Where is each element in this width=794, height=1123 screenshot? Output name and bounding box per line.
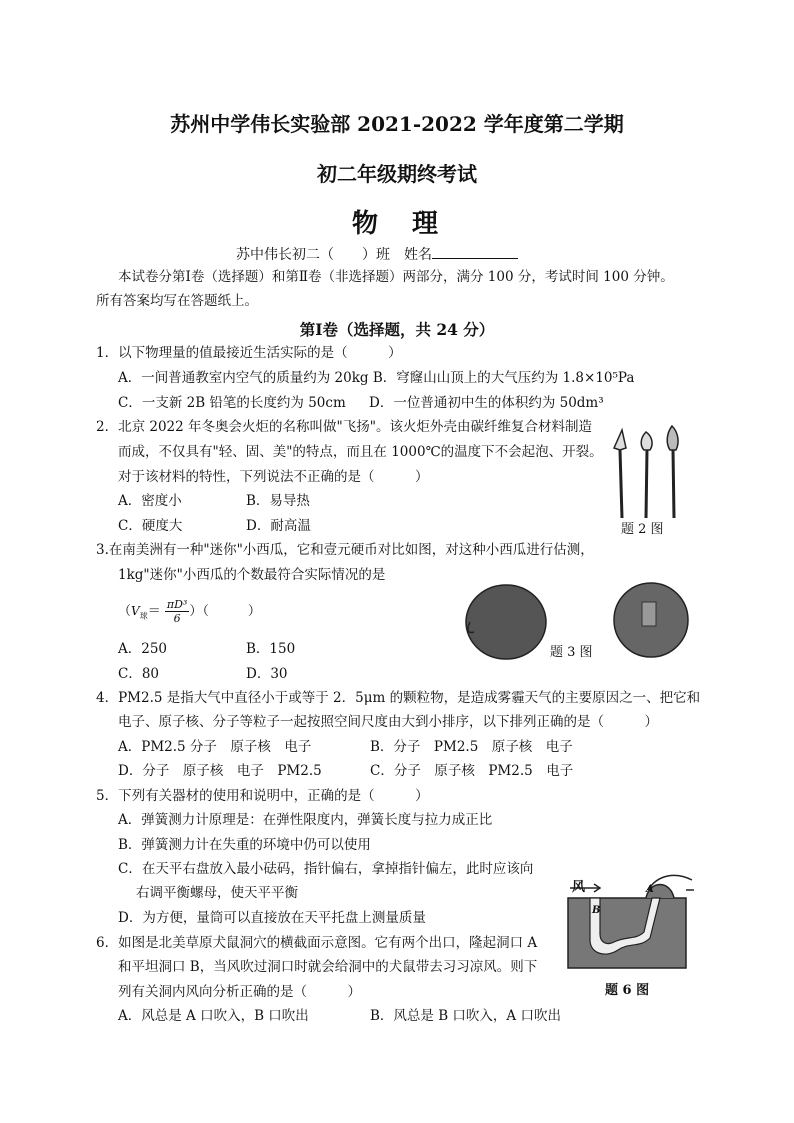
label-a: A [646,884,654,895]
q3-option-b: B．150 [246,641,296,657]
notice-line-1: 本试卷分第Ⅰ卷（选择题）和第Ⅱ卷（非选择题）两部分，满分 100 分，考试时间 100 分钟。 [118,269,674,285]
q5-stem: 5．下列有关器材的使用和说明中，正确的是（ ） [96,788,429,804]
q6-figure-caption: 题 6 图 [605,983,650,998]
exam-subject: 物 理 [351,209,442,239]
q3-figure-caption: 题 3 图 [550,645,593,660]
q1-option-c: C．一支新 2B 铅笔的长度约为 50cm [118,395,346,411]
q3-option-a: A．250 [118,641,168,657]
q6-line-1: 6．如图是北美草原犬鼠洞穴的横截面示意图。它有两个出口，隆起洞口 A [96,935,538,951]
burrow-figure [566,870,696,972]
notice-line-2: 所有答案均写在答题纸上。 [96,293,258,309]
q5-option-c-cont: 右调平衡螺母，使天平平衡 [136,885,298,901]
q6-line-2: 和平坦洞口 B，当风吹过洞口时就会给洞中的犬鼠带去习习凉风。则下 [118,959,538,975]
name-blank [432,244,518,259]
q3-option-c: C．80 [118,666,160,682]
q5-option-c: C．在天平右盘放入最小砝码，指针偏右，拿掉指针偏左，此时应该向 [118,861,534,877]
q2-option-b: B．易导热 [246,493,310,509]
wind-label: 风 [572,880,586,895]
q4-line-2: 电子、原子核、分子等粒子一起按照空间尺度由大到小排序，以下排列正确的是（ ） [118,714,658,730]
q4-option-c: C．分子 原子核 PM2.5 电子 [370,763,574,779]
q2-line-3: 对于该材料的特性，下列说法不正确的是（ ） [118,469,429,485]
q1-options-ab: A．一间普通教室内空气的质量约为 20kg B．穹窿山山顶上的大气压约为 1.8×10⁵Pa [118,370,635,386]
exam-title-grade: 初二年级期终考试 [317,162,477,186]
q1-stem: 1．以下物理量的值最接近生活实际的是（ ） [96,345,402,361]
q2-option-d: D．耐高温 [246,518,311,534]
q4-option-b: B．分子 PM2.5 原子核 电子 [370,739,573,755]
q2-line-1: 2．北京 2022 年冬奥会火炬的名称叫做"飞扬"。该火炬外壳由碳纤维复合材料制造 [96,419,592,435]
section-title: 第Ⅰ卷（选择题，共 24 分） [299,320,495,339]
q2-figure-caption: 题 2 图 [621,522,664,537]
q1-option-d: D．一位普通初中生的体积约为 50dm³ [369,395,604,411]
torch-figure [608,420,688,520]
q5-option-b: B．弹簧测力计在失重的环境中仍可以使用 [118,837,371,853]
q5-option-d: D．为方便，量筒可以直接放在天平托盘上测量质量 [118,910,426,926]
q4-line-1: 4．PM2.5 是指大气中直径小于或等于 2．5μm 的颗粒物，是造成雾霾天气的主要原因之一、把它和 [96,690,701,706]
q3-line-2: 1kg"迷你"小西瓜的个数最符合实际情况的是 [118,567,386,583]
q4-option-d: D．分子 原子核 电子 PM2.5 [118,763,322,779]
q6-line-3: 列有关洞内风向分析正确的是（ ） [118,984,361,1000]
exam-title-school: 苏州中学伟长实验部 2021-2022 学年度第二学期 [170,112,624,136]
q6-option-b: B．风总是 B 口吹入，A 口吹出 [370,1008,561,1024]
q5-option-a: A．弹簧测力计原理是：在弹性限度内，弹簧长度与拉力成正比 [118,812,493,828]
class-name-line [236,244,518,264]
q2-option-a: A．密度小 [118,493,182,509]
q2-option-c: C．硬度大 [118,518,183,534]
q3-option-d: D．30 [246,666,288,682]
q3-formula: （$V_球=$ $\frac{\text{πD³}}{6}$ ）（ ） [118,598,261,625]
label-b: B [592,905,601,916]
q2-line-2: 而成，不仅具有"轻、固、美"的特点，而且在 1000℃的温度下不会起泡、开裂。 [118,444,603,460]
class-name-label: 苏中伟长初二（ ）班 姓名 [236,247,432,263]
q4-option-a: A．PM2.5 分子 原子核 电子 [118,739,312,755]
q3-line-1: 3.在南美洲有一种"迷你"小西瓜，它和壹元硬币对比如图，对这种小西瓜进行估测， [96,542,594,558]
q6-option-a: A．风总是 A 口吹入，B 口吹出 [118,1008,309,1024]
